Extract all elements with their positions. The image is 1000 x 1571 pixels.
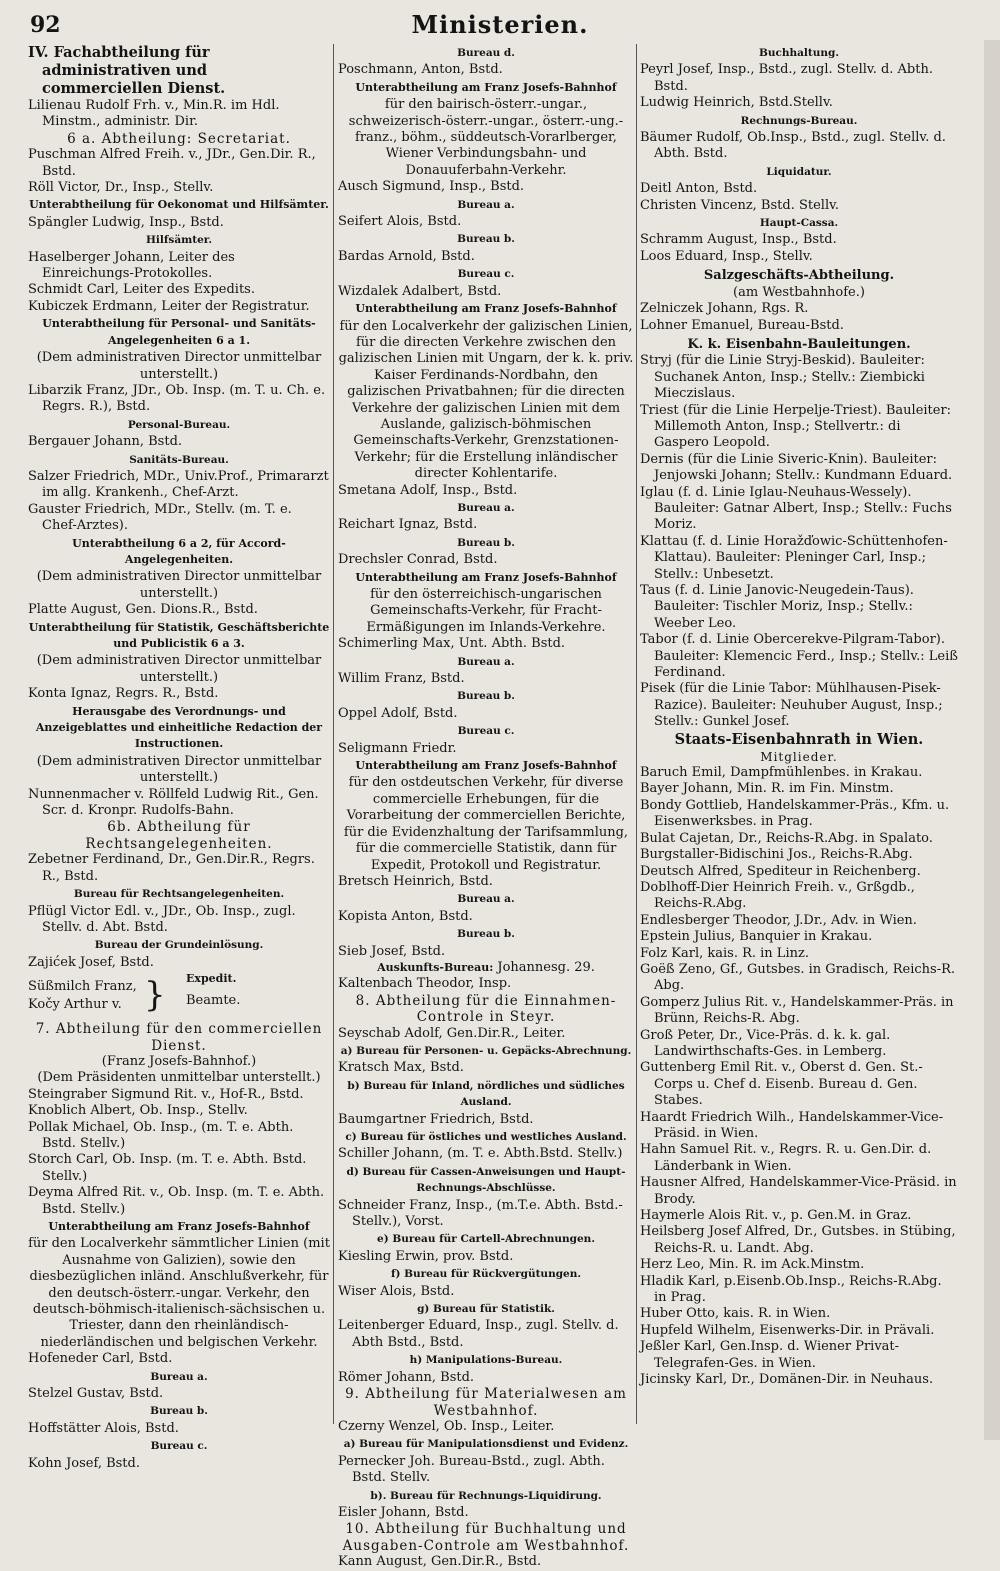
entry: Seyschab Adolf, Gen.Dir.R., Leiter. xyxy=(338,1025,566,1041)
entry: Hahn Samuel Rit. v., Regrs. R. u. Gen.Dir. d. Länderbank in Wien. xyxy=(640,1142,932,1174)
page-number: 92 xyxy=(30,12,61,38)
entry: Schiller Johann, (m. T. e. Abth.Bstd. Stellv.) xyxy=(338,1146,623,1162)
entry: Römer Johann, Bstd. xyxy=(338,1369,475,1385)
entry: Goëß Zeno, Gf., Gutsbes. in Gradisch, Reichs-R. Abg. xyxy=(640,961,956,994)
entry: Deitl Anton, Bstd. xyxy=(640,181,758,197)
entry: Doblhoff-Dier Heinrich Freih. v., Grßgdb., Reichs-R.Abg. xyxy=(640,879,915,912)
entry: Jeßler Karl, Gen.Insp. d. Wiener Privat-Telegrafen-Ges. in Wien. xyxy=(640,1339,900,1371)
subsection-heading: Unterabtheilung 6 a 2, für Accord-Angelegenheiten. xyxy=(72,536,286,566)
entry: Stryj (für die Linie Stryj-Beskid). Bauleiter: Suchanek Anton, Insp.; Stellv.: Ziembicki Mieczislaus. xyxy=(640,353,925,402)
bureau-heading: d) Bureau für Cassen-Anweisungen und Haupt-Rechnungs-Abschlüsse. xyxy=(346,1165,626,1195)
note: für den österreichisch-ungarischen Gemeinschafts-Verkehr, für Fracht-Ermäßigungen im Inlands-Verkehre. xyxy=(366,587,606,635)
subsection-heading: Unterabtheilung für Oekonomat und Hilfsämter. xyxy=(29,198,329,212)
entry: Oppel Adolf, Bstd. xyxy=(338,705,458,721)
entry: Bardas Arnold, Bstd. xyxy=(338,248,475,264)
subsection-heading: Unterabtheilung am Franz Josefs-Bahnhof xyxy=(355,759,617,773)
expedit-block xyxy=(28,971,330,1021)
entry: Pisek (für die Linie Tabor: Mühlhausen-Pisek-Razice). Bauleiter: Neuhuber August, Insp.; Stellv.: Gunkel Josef. xyxy=(640,681,943,730)
entry: Herz Leo, Min. R. im Ack.Minstm. xyxy=(640,1257,865,1273)
entry: Lohner Emanuel, Bureau-Bstd. xyxy=(640,317,844,333)
entry: Baumgartner Friedrich, Bstd. xyxy=(338,1111,534,1127)
note: (Dem administrativen Director unmittelbar unterstellt.) xyxy=(36,753,322,786)
department-heading: 7. Abtheilung für den commerciellen Dienst. xyxy=(35,1021,323,1054)
bureau-heading: Buchhaltung. xyxy=(758,47,840,59)
entry: Taus (f. d. Linie Janovic-Neugedein-Taus). Bauleiter: Tischler Moriz, Insp.; Stellv.: Weeber Leo. xyxy=(640,583,914,631)
note: (Dem administrativen Director unmittelbar unterstellt.) xyxy=(36,653,322,685)
note: (Dem administrativen Director unmittelbar unterstellt.) xyxy=(36,569,322,601)
entry: Bretsch Heinrich, Bstd. xyxy=(338,873,493,889)
entry: Kiesling Erwin, prov. Bstd. xyxy=(338,1248,514,1264)
entry: Klattau (f. d. Linie Horažďowic-Schüttenhofen-Klattau). Bauleiter: Pleninger Carl, Insp.; Stellv.: Unbesetzt. xyxy=(640,533,948,582)
column-divider-2 xyxy=(636,44,637,1424)
bureau-heading: h) Manipulations-Bureau. xyxy=(409,1354,563,1367)
entry: Pernecker Joh. Bureau-Bstd., zugl. Abth. Bstd. Stellv. xyxy=(338,1453,605,1486)
entry: Süßmilch Franz, xyxy=(28,979,137,995)
entry: Smetana Adolf, Insp., Bstd. xyxy=(338,482,518,498)
entry: Guttenberg Emil Rit. v., Oberst d. Gen. St.-Corps u. Chef d. Eisenb. Bureau d. Gen. Stabes. xyxy=(640,1060,923,1109)
entry: Röll Victor, Dr., Insp., Stellv. xyxy=(28,180,214,196)
entry: Kann August, Gen.Dir.R., Bstd. xyxy=(338,1554,542,1570)
entry: Schneider Franz, Insp., (m.T.e. Abth. Bstd.-Stellv.), Vorst. xyxy=(338,1197,623,1230)
entry: Haymerle Alois Rit. v., p. Gen.M. in Graz. xyxy=(640,1208,912,1224)
note: (am Westbahnhofe.) xyxy=(733,284,865,300)
note: für den bairisch-österr.-ungar., schweizerisch-österr.-ungar., österr.-ung.-franz., böhm., süddeutsch-Vorarlberger, Wiener Verbindungsbahn- und Donauuferbahn-Verkehr. xyxy=(348,97,624,178)
auskunfts-address: Johannesg. 29. xyxy=(497,959,595,975)
entry: Puschman Alfred Freih. v., JDr., Gen.Dir. R., Bstd. xyxy=(28,147,316,179)
note: (Franz Josefs-Bahnhof.) xyxy=(101,1053,257,1069)
bureau-heading: a) Bureau für Personen- u. Gepäcks-Abrechnung. xyxy=(340,1044,632,1057)
entry: Dernis (für die Linie Siveric-Knin). Bauleiter: Jenjowski Johann; Stellv.: Kundmann Eduard. xyxy=(640,451,953,484)
subsection-heading: Herausgabe des Verordnungs- und Anzeigeblattes und einheitliche Redaction der Instructionen. xyxy=(35,704,323,751)
entry: Pollak Michael, Ob. Insp., (m. T. e. Abth. Bstd. Stellv.) xyxy=(28,1119,294,1151)
entry: Gomperz Julius Rit. v., Handelskammer-Präs. in Brünn, Reichs-R. Abg. xyxy=(640,994,954,1027)
column-left xyxy=(28,44,330,1471)
entry: Hupfeld Wilhelm, Eisenwerks-Dir. in Prävali. xyxy=(640,1322,935,1338)
subsection-heading: Unterabtheilung am Franz Josefs-Bahnhof xyxy=(355,80,617,94)
entry: Huber Otto, kais. R. in Wien. xyxy=(640,1306,831,1322)
department-heading: 6b. Abtheilung für Rechtsangelegenheiten. xyxy=(85,819,273,852)
entry: Zelniczek Johann, Rgs. R. xyxy=(640,301,809,317)
bureau-heading: Bureau d. xyxy=(457,47,515,59)
entry: Kohn Josef, Bstd. xyxy=(28,1455,140,1471)
entry: Pflügl Victor Edl. v., JDr., Ob. Insp., zugl. Stellv. d. Abt. Bstd. xyxy=(28,903,296,935)
entry: Peyrl Josef, Insp., Bstd., zugl. Stellv. d. Abth. Bstd. xyxy=(640,62,933,94)
entry: Bergauer Johann, Bstd. xyxy=(28,434,183,450)
note: (Dem administrativen Director unmittelbar unterstellt.) xyxy=(36,350,322,382)
entry: Bondy Gottlieb, Handelskammer-Präs., Kfm. u. Eisenwerksbes. in Prag. xyxy=(640,797,950,830)
section-heading: K. k. Eisenbahn-Bauleitungen. xyxy=(687,336,911,352)
entry: Willim Franz, Bstd. xyxy=(338,671,465,687)
subsection-heading: Unterabtheilung für Personal- und Sanitäts-Angelegenheiten 6 a 1. xyxy=(42,317,316,347)
entry: Wizdalek Adalbert, Bstd. xyxy=(338,283,502,299)
entry: Haardt Friedrich Wilh., Handelskammer-Vice-Präsid. in Wien. xyxy=(640,1109,944,1141)
entry: Schimerling Max, Unt. Abth. Bstd. xyxy=(338,636,566,652)
department-heading: 10. Abtheilung für Buchhaltung und Ausgaben-Controle am Westbahnhof. xyxy=(342,1521,630,1554)
entry: Jicinsky Karl, Dr., Domänen-Dir. in Neuhaus. xyxy=(640,1372,934,1388)
department-heading: 6 a. Abtheilung: Secretariat. xyxy=(67,130,291,147)
entry: Knoblich Albert, Ob. Insp., Stellv. xyxy=(28,1103,248,1119)
entry: Spängler Ludwig, Insp., Bstd. xyxy=(28,214,224,230)
bureau-heading: b). Bureau für Rechnungs-Liquidirung. xyxy=(370,1489,602,1502)
entry: Reichart Ignaz, Bstd. xyxy=(338,517,478,533)
bureau-heading: Bureau c. xyxy=(457,268,515,281)
subsection-heading: Unterabtheilung am Franz Josefs-Bahnhof xyxy=(355,570,617,584)
entry: Stelzel Gustav, Bstd. xyxy=(28,1386,164,1402)
bureau-heading: Bureau c. xyxy=(457,725,515,738)
entry: Schramm August, Insp., Bstd. xyxy=(640,232,837,248)
bureau-heading: Bureau a. xyxy=(457,501,515,514)
bureau-heading: Sanitäts-Bureau. xyxy=(129,453,229,466)
section-heading: Salzgeschäfts-Abtheilung. xyxy=(703,268,895,284)
entry: Hoffstätter Alois, Bstd. xyxy=(28,1420,179,1436)
entry: Platte August, Gen. Dions.R., Bstd. xyxy=(28,602,258,618)
bureau-heading: Bureau b. xyxy=(457,928,515,941)
entry: Hladik Karl, p.Eisenb.Ob.Insp., Reichs-R.Abg. in Prag. xyxy=(640,1273,942,1306)
entry: Hofeneder Carl, Bstd. xyxy=(28,1351,173,1367)
note: für den ostdeutschen Verkehr, für diverse commercielle Erhebungen, für die Vorarbeitung der commerciellen Berichte, für die Evidenzhaltung der Tarifsammlung, für die commercielle Statistik, dann für Expedit, Protokoll und Registratur. xyxy=(343,775,629,873)
brace-glyph: } xyxy=(144,975,166,1016)
entry: Storch Carl, Ob. Insp. (m. T. e. Abth. Bstd. Stellv.) xyxy=(28,1152,307,1184)
entry: Kopista Anton, Bstd. xyxy=(338,908,473,924)
bureau-heading: Bureau a. xyxy=(150,1370,208,1383)
note: für den Localverkehr der galizischen Linien, für die directen Verkehre zwischen den galizischen Linien mit Ungarn, der k. k. priv. Kaiser Ferdinands-Nordbahn, den galizischen Privatbahnen; für die directen Verkehre der galizischen Linien mit dem Auslande, galizisch-böhmischen Gemeinschafts-Verkehr, Grenzstationen-Verkehr; für die Erstellung inländischer directer Kohlentarife. xyxy=(338,318,634,482)
bureau-heading: Bureau für Rechtsangelegenheiten. xyxy=(73,888,285,901)
bureau-heading: Bureau b. xyxy=(457,690,515,703)
entry: Hausner Alfred, Handelskammer-Vice-Präsid. in Brody. xyxy=(640,1175,957,1207)
bureau-heading: Bureau b. xyxy=(457,536,515,549)
entry: Folz Karl, kais. R. in Linz. xyxy=(640,945,809,961)
column-middle xyxy=(338,44,634,1570)
entry: Bayer Johann, Min. R. im Fin. Minstm. xyxy=(640,781,894,797)
entry: Zebetner Ferdinand, Dr., Gen.Dir.R., Regrs. R., Bstd. xyxy=(28,852,315,884)
entry: Poschmann, Anton, Bstd. xyxy=(338,62,503,78)
bureau-heading: a) Bureau für Manipulationsdienst und Evidenz. xyxy=(343,1438,629,1451)
note: (Dem Präsidenten unmittelbar unterstellt.) xyxy=(37,1070,321,1086)
entry: Endlesberger Theodor, J.Dr., Adv. in Wien. xyxy=(640,912,917,928)
bureau-heading: Rechnungs-Bureau. xyxy=(740,114,858,127)
entry: Kubiczek Erdmann, Leiter der Registratur. xyxy=(28,298,310,314)
entry: Drechsler Conrad, Bstd. xyxy=(338,552,498,568)
entry: Triest (für die Linie Herpelje-Triest). Bauleiter: Millemoth Anton, Insp.; Stellvertr.: di Gaspero Leopold. xyxy=(640,402,952,451)
entry: Epstein Julius, Banquier in Krakau. xyxy=(640,929,873,945)
entry: Kočy Arthur v. xyxy=(28,997,122,1013)
subsection-heading: Unterabtheilung am Franz Josefs-Bahnhof xyxy=(355,302,617,316)
subsection-heading: Unterabtheilung für Statistik, Geschäftsberichte und Publicistik 6 a 3. xyxy=(28,620,330,650)
bureau-heading: Bureau der Grundeinlösung. xyxy=(94,939,264,952)
entry: Kaltenbach Theodor, Insp. xyxy=(338,976,512,992)
bureau-heading: Bureau a. xyxy=(457,893,515,906)
entry: Schmidt Carl, Leiter des Expedits. xyxy=(28,282,255,298)
bureau-heading: f) Bureau für Rückvergütungen. xyxy=(390,1268,582,1281)
auskunfts-line xyxy=(338,960,634,976)
page-header xyxy=(0,6,1000,40)
department-heading: 9. Abtheilung für Materialwesen am Westbahnhof. xyxy=(345,1386,627,1419)
entry: Iglau (f. d. Linie Iglau-Neuhaus-Wessely). Bauleiter: Gatnar Albert, Insp.; Stellv.: Fuchs Moriz. xyxy=(640,484,952,533)
entry: Groß Peter, Dr., Vice-Präs. d. k. k. gal. Landwirthschafts-Ges. in Lemberg. xyxy=(640,1027,891,1059)
bureau-heading: Hilfsämter. xyxy=(146,234,212,247)
beamte-label: Beamte. xyxy=(186,993,241,1009)
bureau-heading: Bureau b. xyxy=(457,233,515,246)
bureau-heading: Bureau a. xyxy=(457,198,515,211)
entry: Zajićek Josef, Bstd. xyxy=(28,954,154,970)
entry: Deutsch Alfred, Spediteur in Reichenberg. xyxy=(640,863,921,879)
column-divider-1 xyxy=(333,44,334,1424)
bureau-heading: Bureau c. xyxy=(150,1440,208,1453)
bureau-heading: b) Bureau für Inland, nördliches und südliches Ausland. xyxy=(347,1079,625,1109)
entry: Burgstaller-Bidischini Jos., Reichs-R.Abg. xyxy=(640,847,913,863)
entry: Salzer Friedrich, MDr., Univ.Prof., Primararzt im allg. Krankenh., Chef-Arzt. xyxy=(28,468,329,501)
entry: Lilienau Rudolf Frh. v., Min.R. im Hdl. Minstm., administr. Dir. xyxy=(28,98,280,130)
entry: Kratsch Max, Bstd. xyxy=(338,1060,464,1076)
entry: Steingraber Sigmund Rit. v., Hof-R., Bstd. xyxy=(28,1086,304,1102)
section-heading: IV. Fachabtheilung für administrativen und commerciellen Dienst. xyxy=(28,44,226,97)
entry: Loos Eduard, Insp., Stellv. xyxy=(640,248,813,264)
section-heading: Staats-Eisenbahnrath in Wien. xyxy=(674,730,924,748)
entry: Tabor (f. d. Linie Obercerekve-Pilgram-Tabor). Bauleiter: Klemencic Ferd., Insp.; Stellv.: Leiß Ferdinand. xyxy=(640,632,958,681)
entry: Bäumer Rudolf, Ob.Insp., Bstd., zugl. Stellv. d. Abth. Bstd. xyxy=(640,130,946,162)
column-right xyxy=(640,44,958,1434)
bureau-heading: Bureau b. xyxy=(150,1405,208,1418)
entry: Heilsberg Josef Alfred, Dr., Gutsbes. in Stübing, Reichs-R. u. Landt. Abg. xyxy=(640,1224,956,1256)
department-heading: 8. Abtheilung für die Einnahmen-Controle in Steyr. xyxy=(355,992,617,1026)
note: für den Localverkehr sämmtlicher Linien (mit Ausnahme von Galizien), sowie den diesbezüglichen inländ. Anschlußverkehr, für den deutsch-österr.-ungar. Verkehr, den deutsch-böhmisch-italienisch-sächsischen u. Triester, dann den rheinländisch-niederländischen und belgischen Verkehr. xyxy=(28,1236,330,1350)
entry: Czerny Wenzel, Ob. Insp., Leiter. xyxy=(338,1418,555,1434)
entry: Wiser Alois, Bstd. xyxy=(338,1283,455,1299)
entry: Seligmann Friedr. xyxy=(338,740,457,756)
subsection-heading: Unterabtheilung am Franz Josefs-Bahnhof xyxy=(48,1220,310,1233)
expedit-label: Expedit. xyxy=(186,972,237,986)
bureau-heading: c) Bureau für östliches und westliches Ausland. xyxy=(345,1131,627,1143)
auskunfts-label: Auskunfts-Bureau: xyxy=(377,960,494,974)
bureau-heading: Liquidatur. xyxy=(766,165,832,178)
entry: Eisler Johann, Bstd. xyxy=(338,1504,469,1520)
bureau-heading: e) Bureau für Cartell-Abrechnungen. xyxy=(377,1233,595,1246)
entry: Ludwig Heinrich, Bstd.Stellv. xyxy=(640,95,833,111)
entry: Nunnenmacher v. Röllfeld Ludwig Rit., Gen. Scr. d. Kronpr. Rudolfs-Bahn. xyxy=(28,786,319,819)
bureau-heading: g) Bureau für Statistik. xyxy=(417,1303,555,1316)
entry: Libarzik Franz, JDr., Ob. Insp. (m. T. u. Ch. e. Regrs. R.), Bstd. xyxy=(28,382,326,415)
entry: Haselberger Johann, Leiter des Einreichungs-Protokolles. xyxy=(28,249,235,282)
entry: Gauster Friedrich, MDr., Stellv. (m. T. e. Chef-Arztes). xyxy=(28,501,292,534)
entry: Konta Ignaz, Regrs. R., Bstd. xyxy=(28,686,219,702)
entry: Christen Vincenz, Bstd. Stellv. xyxy=(640,197,840,213)
entry: Sieb Josef, Bstd. xyxy=(338,943,446,959)
entry: Bulat Cajetan, Dr., Reichs-R.Abg. in Spalato. xyxy=(640,830,933,846)
entry: Ausch Sigmund, Insp., Bstd. xyxy=(338,179,525,195)
bureau-heading: Haupt-Cassa. xyxy=(759,217,839,230)
members-label: Mitglieder. xyxy=(760,749,838,764)
page-title: Ministerien. xyxy=(411,10,589,39)
entry: Seifert Alois, Bstd. xyxy=(338,214,462,230)
bureau-heading: Bureau a. xyxy=(457,655,515,668)
entry: Leitenberger Eduard, Insp., zugl. Stellv. d. Abth Bstd., Bstd. xyxy=(338,1318,619,1350)
next-page-edge xyxy=(984,40,1000,1440)
entry: Baruch Emil, Dampfmühlenbes. in Krakau. xyxy=(640,765,923,781)
entry: Deyma Alfred Rit. v., Ob. Insp. (m. T. e. Abth. Bstd. Stellv.) xyxy=(28,1185,325,1217)
bureau-heading: Personal-Bureau. xyxy=(127,418,231,431)
